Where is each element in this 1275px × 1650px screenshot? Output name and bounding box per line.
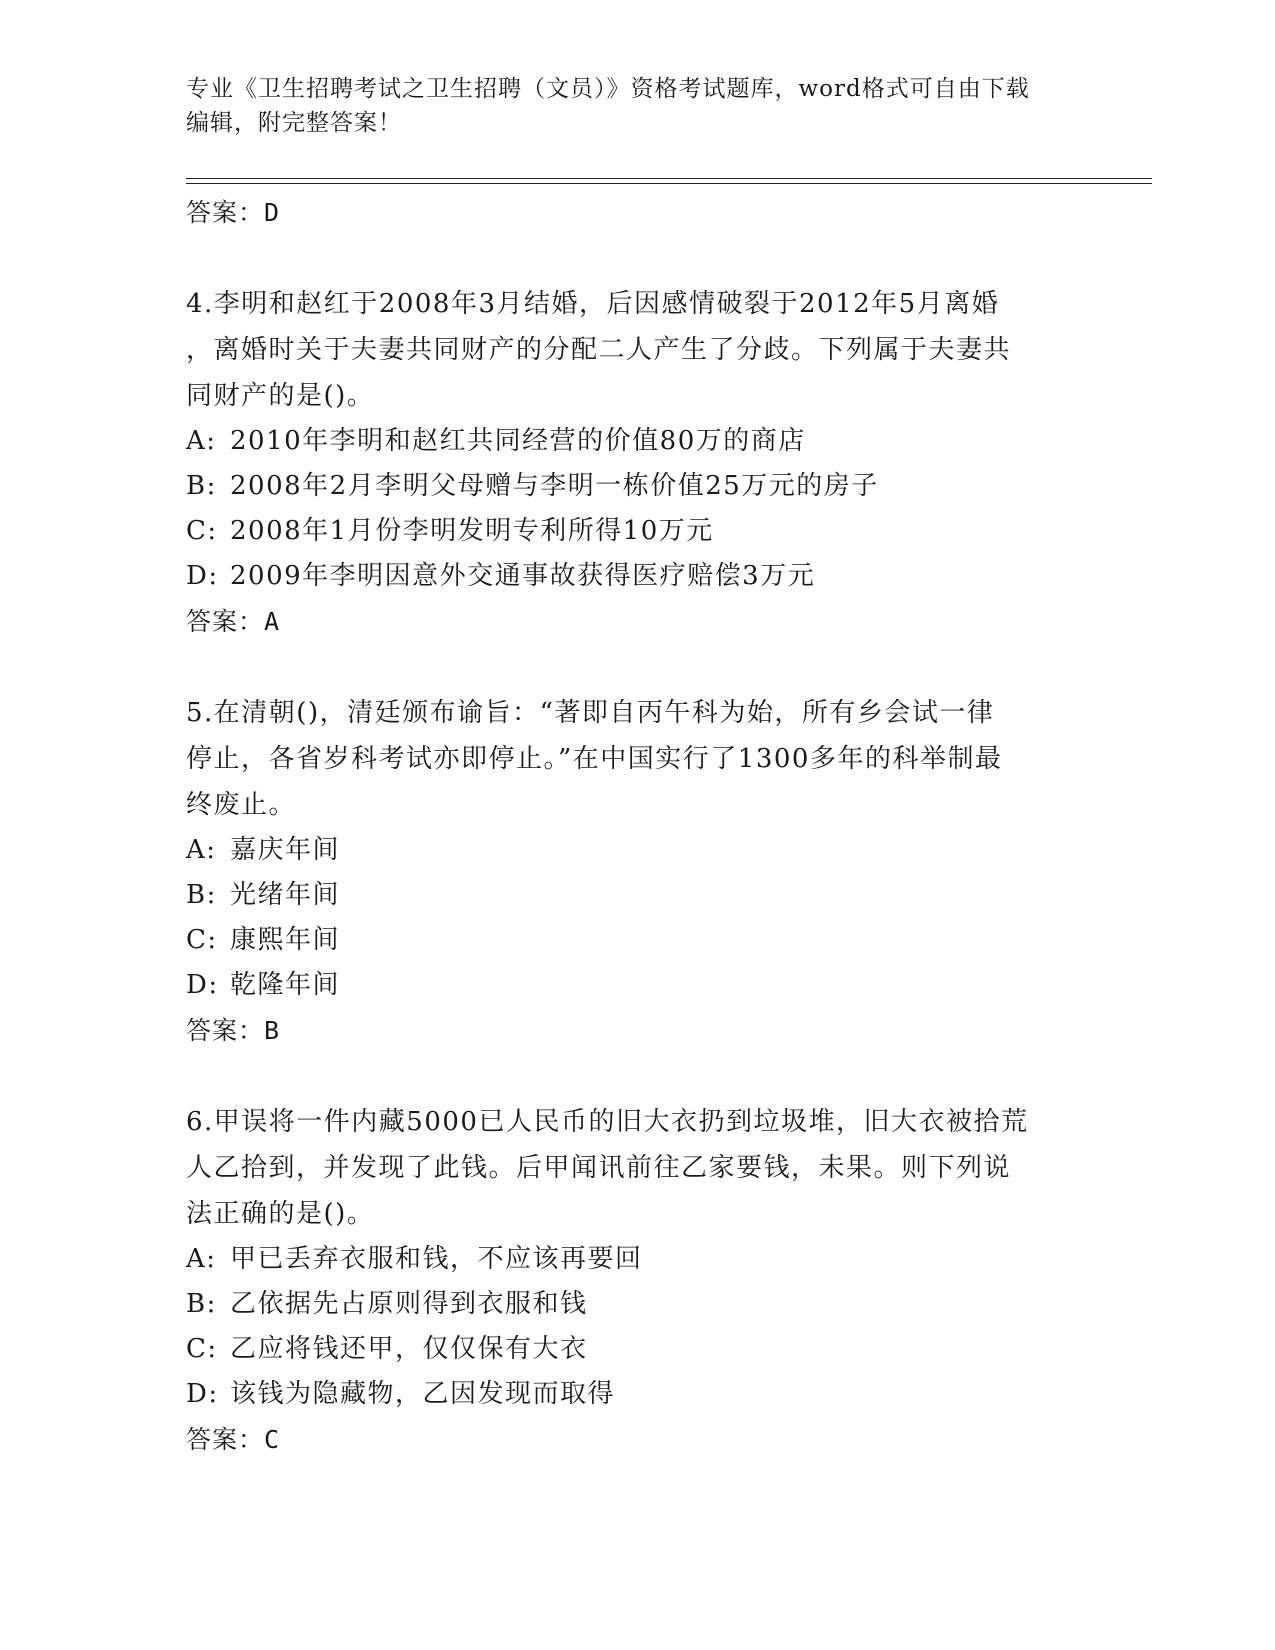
option-d [186,963,1086,1008]
header-line-2: 编辑，附完整答案！ [186,110,402,136]
question-stem-line: 5.在清朝()，清廷颁布谕旨：“著即自丙午科为始，所有乡会试一律 [186,698,995,728]
answer-line: 答案：D [186,198,281,227]
option-letter: B: [186,880,217,910]
option-c [186,509,1086,554]
option-text: 2008年2月李明父母赠与李明一栋价值25万元的房子 [230,471,879,501]
option-a [186,419,1086,464]
option-text: 康熙年间 [230,925,341,955]
question-stem [186,690,1086,828]
option-text: 2009年李明因意外交通事故获得医疗赔偿3万元 [230,561,816,591]
option-text: 乾隆年间 [230,970,341,1000]
question-stem-line: 人乙拾到，并发现了此钱。后甲闻讯前往乙家要钱，未果。则下列说 [186,1153,1012,1183]
option-letter: D: [186,970,219,1000]
question-stem-line: 6.甲误将一件内藏5000已人民币的旧大衣扔到垃圾堆，旧大衣被拾荒 [186,1107,1029,1137]
option-text: 嘉庆年间 [230,835,341,865]
answer-line: 答案：C [186,1425,281,1454]
question-6 [186,1099,1086,1462]
question-stem-line: 4.李明和赵红于2008年3月结婚，后因感情破裂于2012年5月离婚 [186,289,1000,319]
option-a [186,1237,1086,1282]
option-text: 2010年李明和赵红共同经营的价值80万的商店 [230,426,806,456]
option-letter: A: [186,1244,217,1274]
option-c [186,1327,1086,1372]
option-d [186,1372,1086,1417]
option-b [186,873,1086,918]
answer-line: 答案：B [186,1016,281,1045]
option-b [186,464,1086,509]
question-stem [186,1099,1086,1237]
option-letter: A: [186,426,217,456]
answer-line: 答案：A [186,607,281,636]
header-line-1: 专业《卫生招聘考试之卫生招聘（文员）》资格考试题库，word格式可自由下载 [186,76,1030,102]
option-text: 乙依据先占原则得到衣服和钱 [230,1289,588,1319]
question-stem-line: 同财产的是()。 [186,381,375,411]
option-letter: C: [186,516,218,546]
option-text: 乙应将钱还甲，仅仅保有大衣 [230,1334,588,1364]
option-text: 2008年1月份李明发明专利所得10万元 [230,516,714,546]
question-list [186,190,1086,1462]
option-d [186,554,1086,599]
option-letter: B: [186,1289,217,1319]
question-stem-line: 停止，各省岁科考试亦即停止。”在中国实行了1300多年的科举制最 [186,744,1003,774]
question-stem-line: 法正确的是()。 [186,1199,375,1229]
document-header [186,72,1086,140]
question-5 [186,690,1086,1053]
header-divider-bottom [186,183,1152,184]
option-text: 甲已丢弃衣服和钱，不应该再要回 [230,1244,643,1274]
option-text: 光绪年间 [230,880,341,910]
header-divider-top [186,178,1152,179]
option-letter: D: [186,1379,219,1409]
question-stem-line: ，离婚时关于夫妻共同财产的分配二人产生了分歧。下列属于夫妻共 [186,335,1012,365]
option-c [186,918,1086,963]
question-stem [186,281,1086,419]
option-a [186,828,1086,873]
question-4 [186,281,1086,644]
option-letter: C: [186,1334,218,1364]
option-letter: C: [186,925,218,955]
option-text: 该钱为隐藏物，乙因发现而取得 [230,1379,616,1409]
question-stem-line: 终废止。 [186,790,297,820]
option-b [186,1282,1086,1327]
option-letter: B: [186,471,217,501]
option-letter: D: [186,561,219,591]
option-letter: A: [186,835,217,865]
